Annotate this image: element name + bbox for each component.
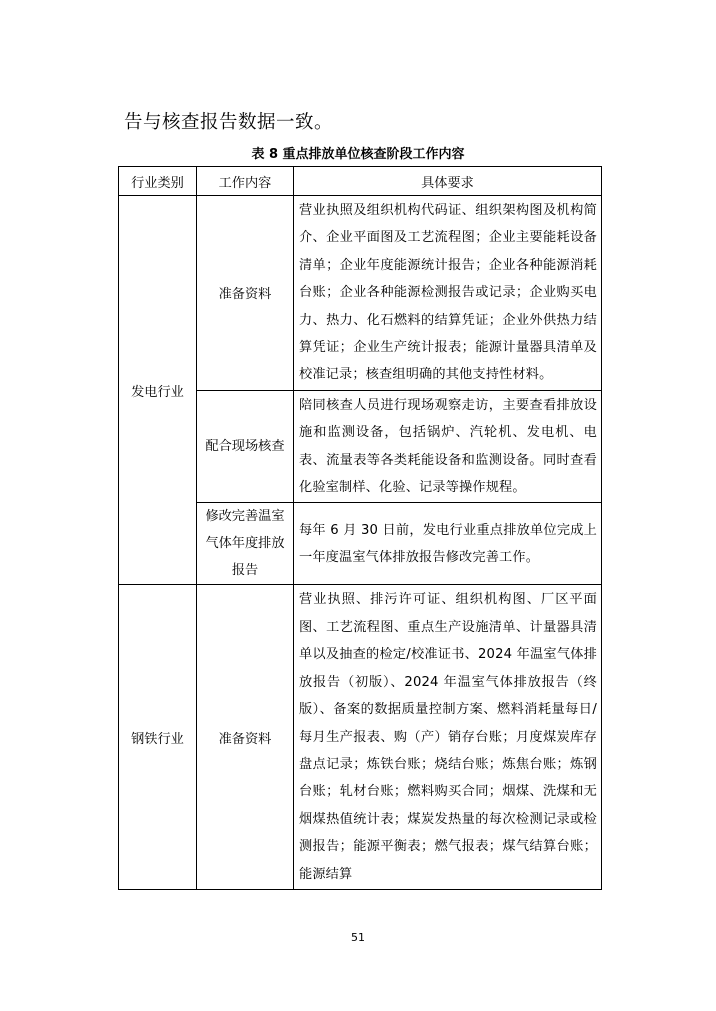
requirement-cell: 陪同核查人员进行现场观察走访，主要查看排放设施和监测设备，包括锅炉、汽轮机、发电机、电表、流量表等各类耗能设备和监测设备。同时查看化验室制样、化验、记录等操作规程。 bbox=[294, 390, 602, 503]
work-content-cell: 准备资料 bbox=[197, 585, 294, 889]
header-industry: 行业类别 bbox=[119, 167, 197, 196]
table-row bbox=[119, 585, 602, 889]
table-row bbox=[119, 196, 602, 391]
intro-text: 告与核查报告数据一致。 bbox=[124, 112, 334, 133]
requirement-cell: 营业执照及组织机构代码证、组织架构图及机构简介、企业平面图及工艺流程图；企业主要能耗设备清单；企业年度能源统计报告；企业各种能源消耗台账；企业各种能源检测报告或记录；企业购买电力、热力、化石燃料的结算凭证；企业外供热力结算凭证；企业生产统计报表；能源计量器具清单及校准记录；核查组明确的其他支持性材料。 bbox=[294, 196, 602, 391]
work-content-cell: 配合现场核查 bbox=[197, 390, 294, 503]
requirement-cell: 每年 6 月 30 日前，发电行业重点排放单位完成上一年度温室气体排放报告修改完善工作。 bbox=[294, 503, 602, 585]
industry-cell-power: 发电行业 bbox=[119, 196, 197, 585]
header-work-content: 工作内容 bbox=[197, 167, 294, 196]
work-content-cell: 修改完善温室气体年度排放报告 bbox=[197, 503, 294, 585]
work-content-cell: 准备资料 bbox=[197, 196, 294, 391]
requirement-cell: 营业执照、排污许可证、组织机构图、厂区平面图、工艺流程图、重点生产设施清单、计量器具清单以及抽查的检定/校准证书、2024 年温室气体排放报告（初版）、2024 年温室气体排放报告（终版）、备案的数据质量控制方案、燃料消耗量每日/每月生产报表、购（产）销存台账；月度煤炭库存盘点记录；炼铁台账；烧结台账；炼焦台账；炼钢台账；轧材台账；燃料购买合同；烟煤、洗煤和无烟煤热值统计表；煤炭发热量的每次检测记录或检测报告；能源平衡表；燃气报表；煤气结算台账；能源结算 bbox=[294, 585, 602, 889]
header-requirements: 具体要求 bbox=[294, 167, 602, 196]
verification-work-table bbox=[118, 166, 602, 890]
industry-cell-steel: 钢铁行业 bbox=[119, 585, 197, 889]
page-number: 51 bbox=[351, 931, 365, 944]
table-caption: 表 8 重点排放单位核查阶段工作内容 bbox=[251, 147, 465, 162]
table-header-row bbox=[119, 167, 602, 196]
